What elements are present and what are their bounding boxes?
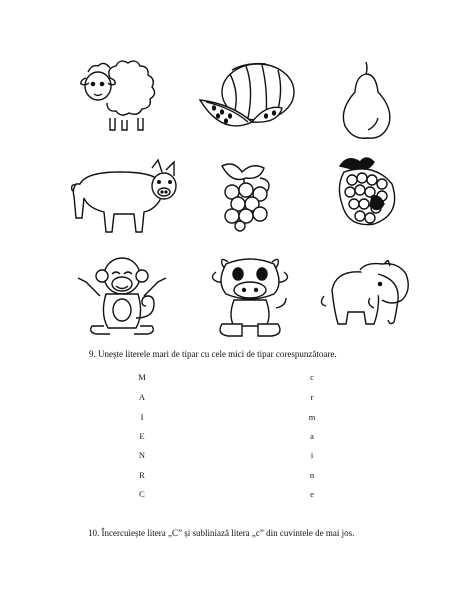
grapes-picture: [212, 158, 278, 232]
lowercase-letter: a: [310, 431, 314, 441]
raspberry-picture: [330, 152, 402, 230]
lowercase-letter: c: [310, 372, 314, 382]
watermelon-picture: [196, 58, 300, 138]
lowercase-letter: e: [310, 489, 314, 499]
uppercase-letter: A: [138, 392, 146, 402]
pear-picture: [336, 58, 396, 140]
uppercase-letter: C: [139, 489, 145, 499]
pig-picture: [66, 158, 182, 238]
sheep-picture: [80, 58, 162, 134]
uppercase-letter: R: [139, 470, 145, 480]
uppercase-letter: I: [140, 412, 144, 422]
elephant-picture: [318, 260, 416, 334]
uppercase-letter: M: [138, 372, 146, 382]
monkey-picture: [74, 254, 174, 338]
task-10-instruction: 10. Încercuiește litera „C” și subliniază litera „c” din cuvintele de mai jos.: [88, 528, 355, 538]
task-9-instruction: 9. Unește literele mari de tipar cu cele mici de tipar corespunzătoare.: [89, 349, 337, 359]
lowercase-letter: n: [309, 470, 315, 480]
calf-picture: [206, 250, 294, 342]
lowercase-letter: m: [308, 412, 316, 422]
lowercase-letter: r: [310, 392, 314, 402]
lowercase-letter: i: [310, 450, 314, 460]
uppercase-letter: E: [139, 431, 145, 441]
uppercase-letter: N: [138, 450, 146, 460]
